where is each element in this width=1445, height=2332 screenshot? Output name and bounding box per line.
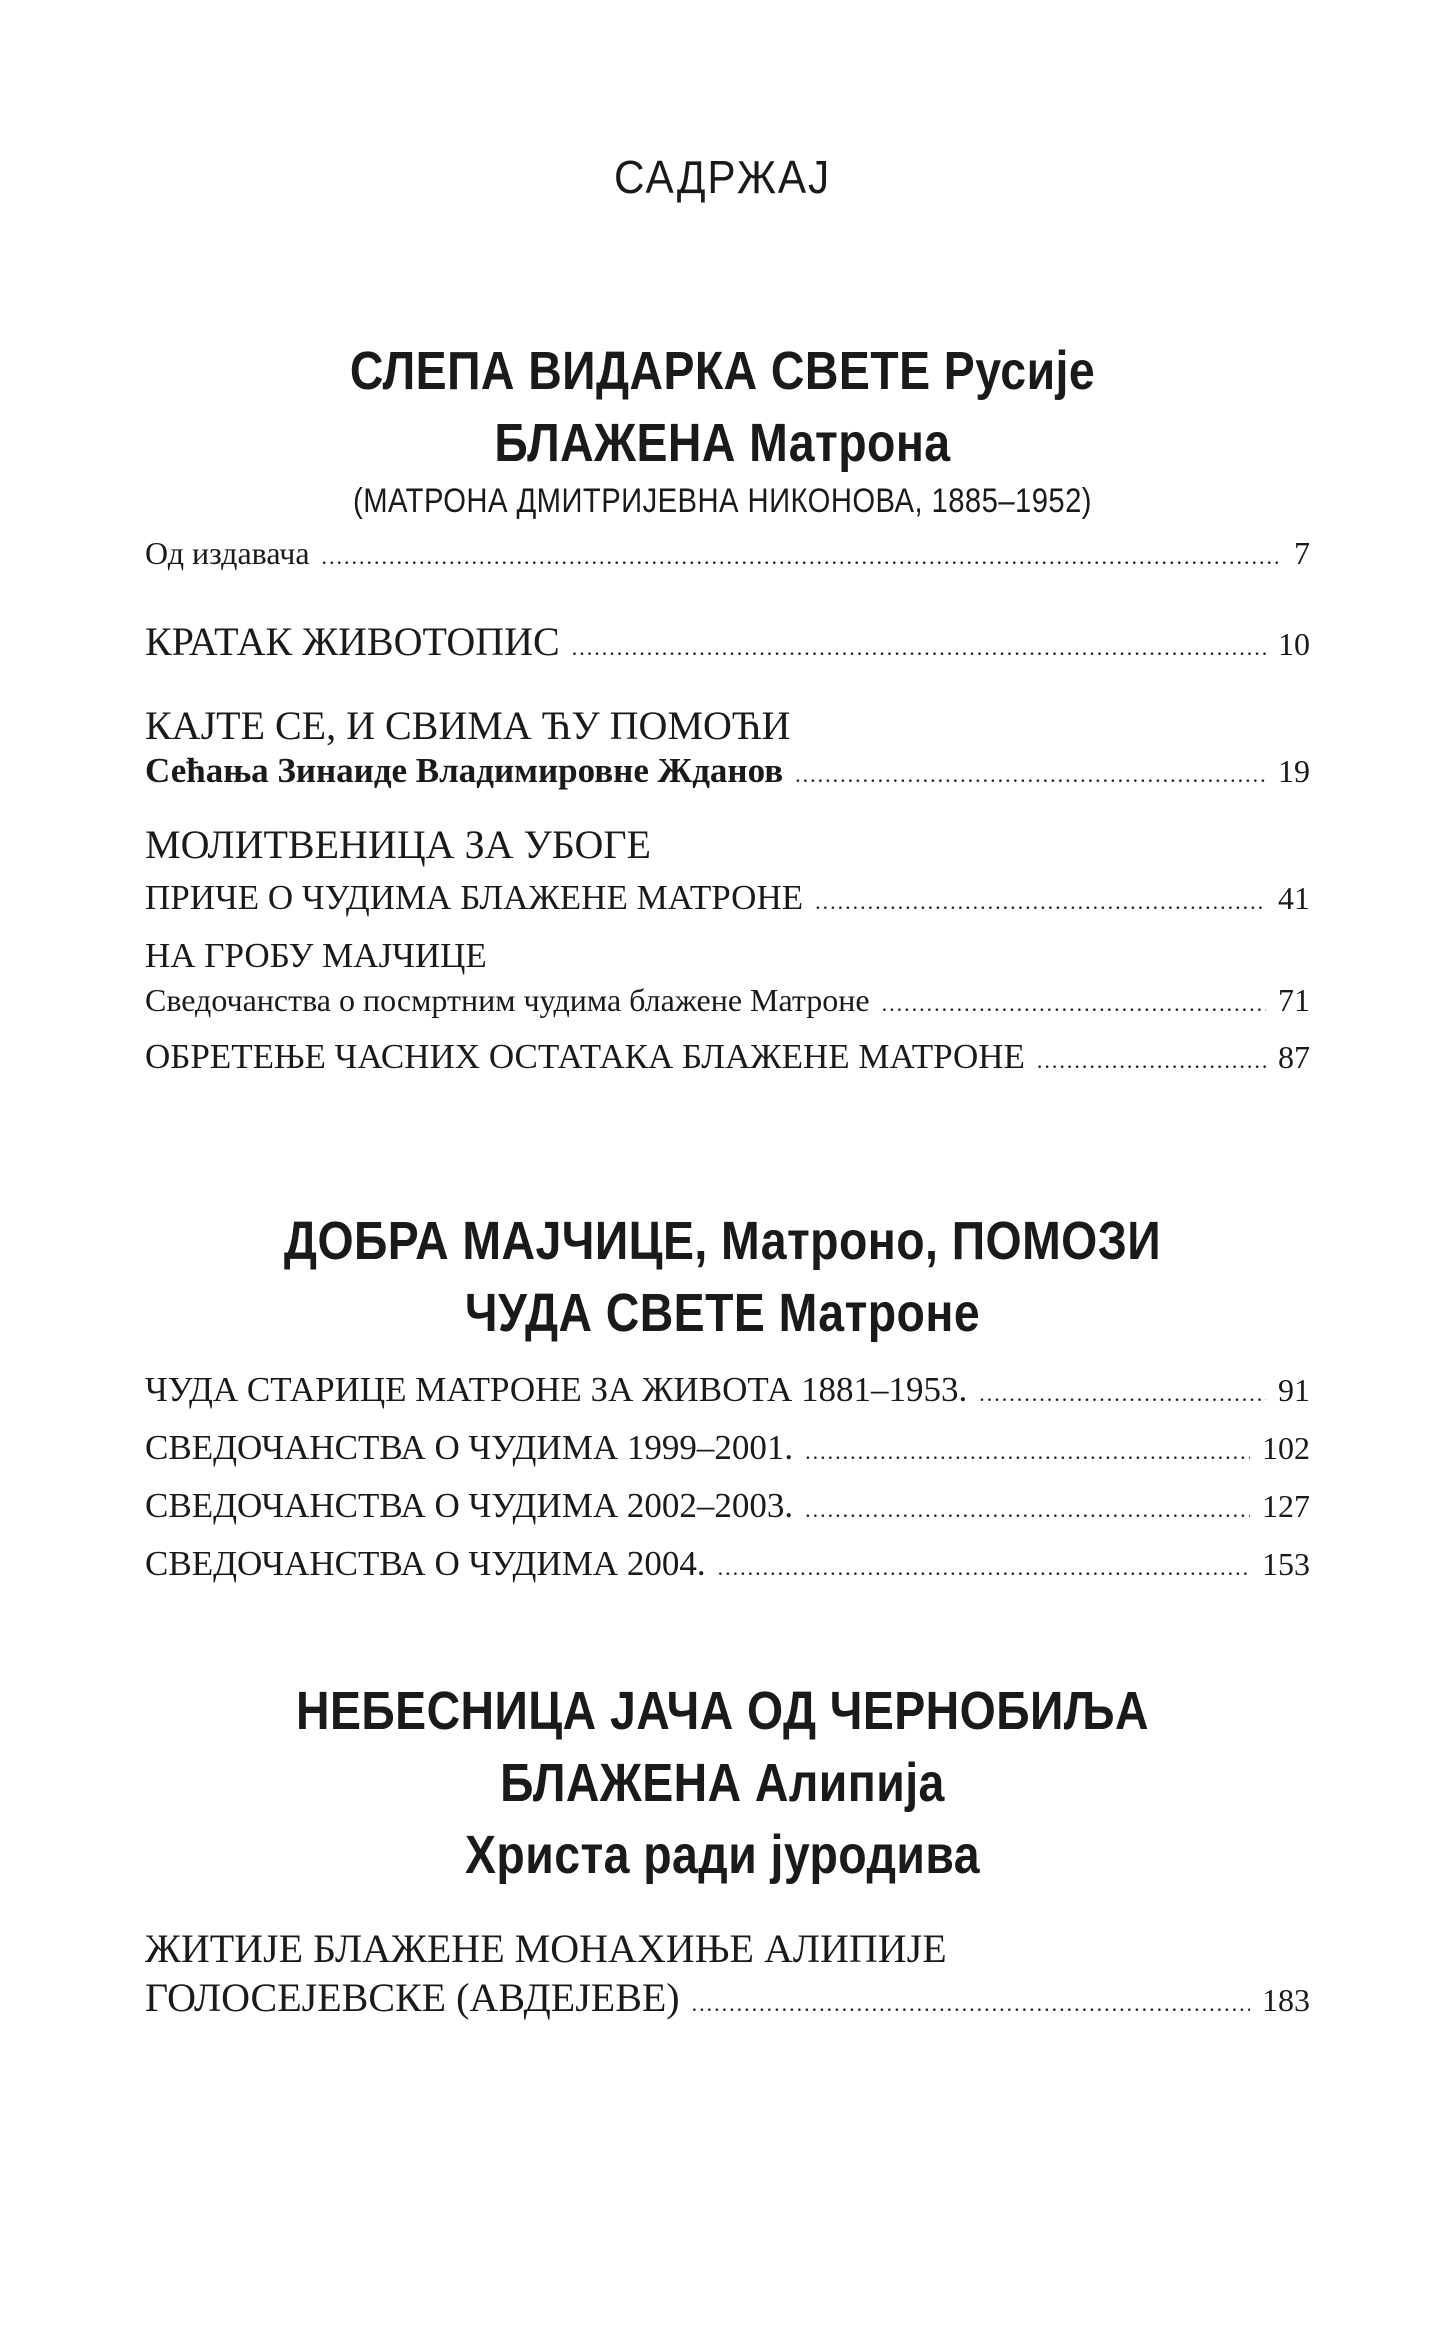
toc-entry[interactable] xyxy=(145,618,1310,668)
leader-dots xyxy=(322,544,1282,570)
entry-title: СВЕДОЧАНСТВА О ЧУДИМА 2004. xyxy=(145,1544,706,1583)
entry-title-line-1: НА ГРОБУ МАЈЧИЦЕ xyxy=(145,936,487,975)
part-3-heading-line-1: НЕБЕСНИЦА ЈАЧА ОД ЧЕРНОБИЉА xyxy=(295,1681,1150,1741)
entry-title-line-1: ЖИТИЈЕ БЛАЖЕНЕ МОНАХИЊЕ АЛИПИЈЕ xyxy=(145,1926,947,1971)
part-2-heading-line-1: ДОБРА МАЈЧИЦЕ, Матроно, ПОМОЗИ xyxy=(283,1211,1162,1271)
page-number: 127 xyxy=(1262,1488,1310,1524)
toc-entry[interactable] xyxy=(145,1428,1310,1486)
part-1-subheading: (МАТРОНА ДМИТРИЈЕВНА НИКОНОВА, 1885–1952) xyxy=(353,482,1092,520)
entry-title: ЧУДА СТАРИЦЕ МАТРОНЕ ЗА ЖИВОТА 1881–1953. xyxy=(145,1370,968,1409)
entry-title: ПРИЧЕ О ЧУДИМА БЛАЖЕНЕ МАТРОНЕ xyxy=(145,878,804,917)
entry-title: КРАТАК ЖИВОТОПИС xyxy=(145,619,560,664)
page-title: САДРЖАЈ xyxy=(613,151,832,203)
toc-entry[interactable] xyxy=(145,1037,1310,1077)
page-number: 19 xyxy=(1278,753,1310,789)
toc-group-title xyxy=(145,821,1310,868)
leader-dots xyxy=(815,889,1266,915)
toc-entry[interactable] xyxy=(145,702,1310,791)
part-3-heading-line-3: Христа ради јуродива xyxy=(465,1825,980,1885)
entry-title-line-1: КАЈТЕ СЕ, И СВИМА ЋУ ПОМОЋИ xyxy=(145,703,791,748)
leader-dots xyxy=(805,1439,1250,1465)
toc-part-3 xyxy=(145,1925,1310,2021)
toc-entry[interactable] xyxy=(145,1544,1310,1602)
group-title: МОЛИТВЕНИЦА ЗА УБОГЕ xyxy=(145,822,651,867)
toc-part-2 xyxy=(145,1370,1310,1602)
page-number: 71 xyxy=(1278,982,1310,1018)
toc-part-1 xyxy=(145,535,1310,1077)
toc-entry[interactable] xyxy=(145,936,1310,1019)
page-number: 7 xyxy=(1294,535,1310,571)
toc-entry[interactable] xyxy=(145,1486,1310,1544)
part-1-heading xyxy=(0,335,1445,523)
page-number: 91 xyxy=(1278,1372,1310,1408)
entry-title: ОБРЕТЕЊЕ ЧАСНИХ ОСТАТАКА БЛАЖЕНЕ МАТРОНЕ xyxy=(145,1037,1025,1076)
toc-entry[interactable] xyxy=(145,1370,1310,1428)
page-number: 102 xyxy=(1262,1430,1310,1466)
page-number: 10 xyxy=(1278,626,1310,662)
page-number: 183 xyxy=(1262,1982,1310,2018)
part-1-heading-line-1: СЛЕПА ВИДАРКА СВЕТЕ Русије xyxy=(349,341,1096,401)
page-number: 87 xyxy=(1278,1039,1310,1075)
leader-dots xyxy=(882,991,1266,1017)
toc-entry[interactable] xyxy=(145,535,1310,585)
part-2-heading xyxy=(0,1205,1445,1349)
leader-dots xyxy=(718,1555,1250,1581)
page-number: 41 xyxy=(1278,880,1310,916)
part-3-heading xyxy=(0,1675,1445,1891)
entry-title: СВЕДОЧАНСТВА О ЧУДИМА 2002–2003. xyxy=(145,1486,794,1525)
entry-title: Сведочанства о посмртним чудима блажене Матроне xyxy=(145,982,870,1018)
leader-dots xyxy=(1037,1048,1266,1074)
entry-title: Од издавача xyxy=(145,535,310,571)
entry-title: СВЕДОЧАНСТВА О ЧУДИМА 1999–2001. xyxy=(145,1428,794,1467)
toc-entry[interactable] xyxy=(145,1925,1310,2021)
leader-dots xyxy=(572,635,1266,661)
leader-dots xyxy=(795,762,1266,788)
page-number: 153 xyxy=(1262,1546,1310,1582)
part-2-heading-line-2: ЧУДА СВЕТЕ Матроне xyxy=(464,1283,981,1343)
entry-title: Сећања Зинаиде Владимировне Жданов xyxy=(145,751,784,790)
toc-entry[interactable] xyxy=(145,878,1310,918)
leader-dots xyxy=(692,1991,1250,2017)
entry-title: ГОЛОСЕЈЕВСКЕ (АВДЕЈЕВЕ) xyxy=(145,1975,680,2020)
leader-dots xyxy=(805,1497,1250,1523)
part-3-heading-line-2: БЛАЖЕНА Алипија xyxy=(500,1753,945,1813)
leader-dots xyxy=(979,1381,1266,1407)
part-1-heading-line-2: БЛАЖЕНА Матрона xyxy=(494,413,951,473)
